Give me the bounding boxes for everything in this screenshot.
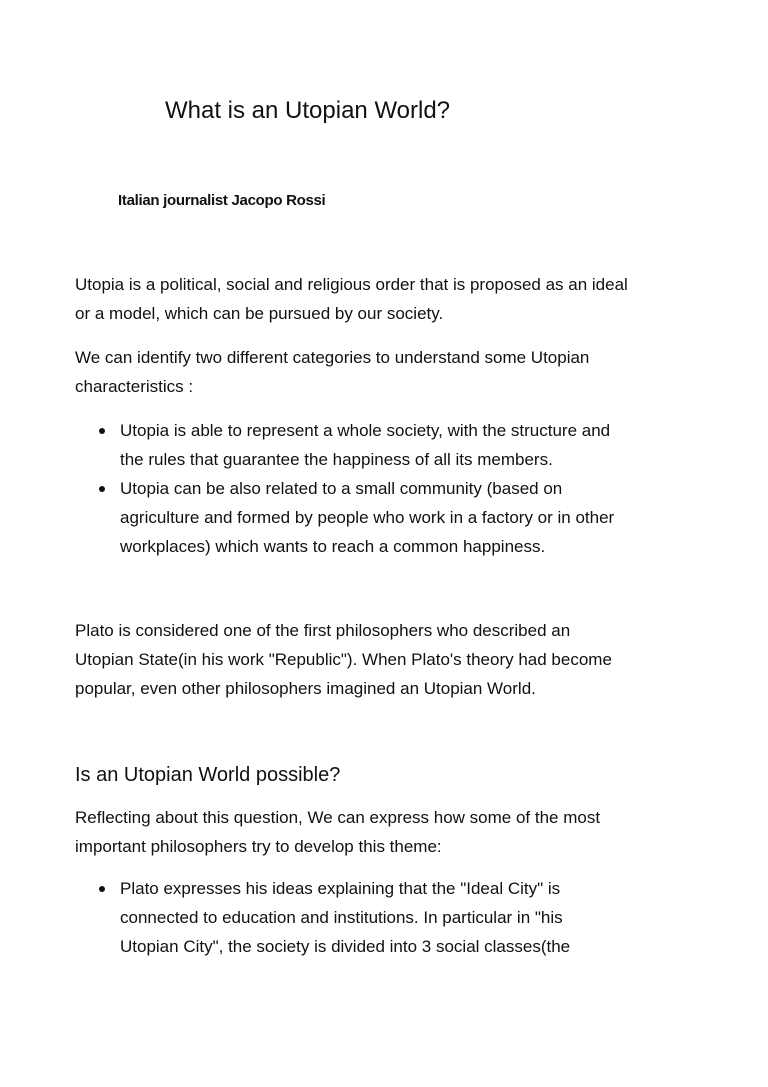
paragraph-line: or a model, which can be pursued by our society. <box>75 304 444 323</box>
section-heading: Is an Utopian World possible? <box>75 764 341 786</box>
document-title: What is an Utopian World? <box>165 97 451 124</box>
author-line: Italian journalist Jacopo Rossi <box>118 192 326 209</box>
paragraph-line: Utopia is a political, social and religious order that is proposed as an ideal <box>75 275 628 294</box>
list-item-line: workplaces) which wants to reach a common happiness. <box>120 537 546 556</box>
list-item-line: Plato expresses his ideas explaining that the "Ideal City" is <box>120 879 561 898</box>
list-item-line: the rules that guarantee the happiness of all its members. <box>120 450 553 469</box>
list-item-line: agriculture and formed by people who work in a factory or in other <box>120 508 615 527</box>
list-item-line: Utopia is able to represent a whole society, with the structure and <box>120 421 611 440</box>
paragraph-line: Reflecting about this question, We can express how some of the most <box>75 808 601 827</box>
paragraph-line: We can identify two different categories to understand some Utopian <box>75 348 590 367</box>
categories-list <box>75 416 735 561</box>
plato-paragraph <box>75 616 715 703</box>
categories-paragraph <box>75 343 715 401</box>
paragraph-line: Plato is considered one of the first philosophers who described an <box>75 621 571 640</box>
bullet-icon <box>99 428 105 434</box>
philosophers-list <box>75 874 735 961</box>
list-item-line: connected to education and institutions. In particular in "his <box>120 908 563 927</box>
list-item-line: Utopian City", the society is divided into 3 social classes(the <box>120 937 571 956</box>
bullet-icon <box>99 486 105 492</box>
list-item <box>75 874 735 961</box>
paragraph-line: characteristics : <box>75 377 194 396</box>
paragraph-line: popular, even other philosophers imagined an Utopian World. <box>75 679 536 698</box>
list-item-line: Utopia can be also related to a small community (based on <box>120 479 563 498</box>
intro-paragraph <box>75 270 715 328</box>
reflection-paragraph <box>75 803 715 861</box>
paragraph-line: Utopian State(in his work "Republic"). When Plato's theory had become <box>75 650 612 669</box>
bullet-icon <box>99 886 105 892</box>
paragraph-line: important philosophers try to develop this theme: <box>75 837 442 856</box>
list-item <box>75 416 735 474</box>
list-item <box>75 474 735 561</box>
